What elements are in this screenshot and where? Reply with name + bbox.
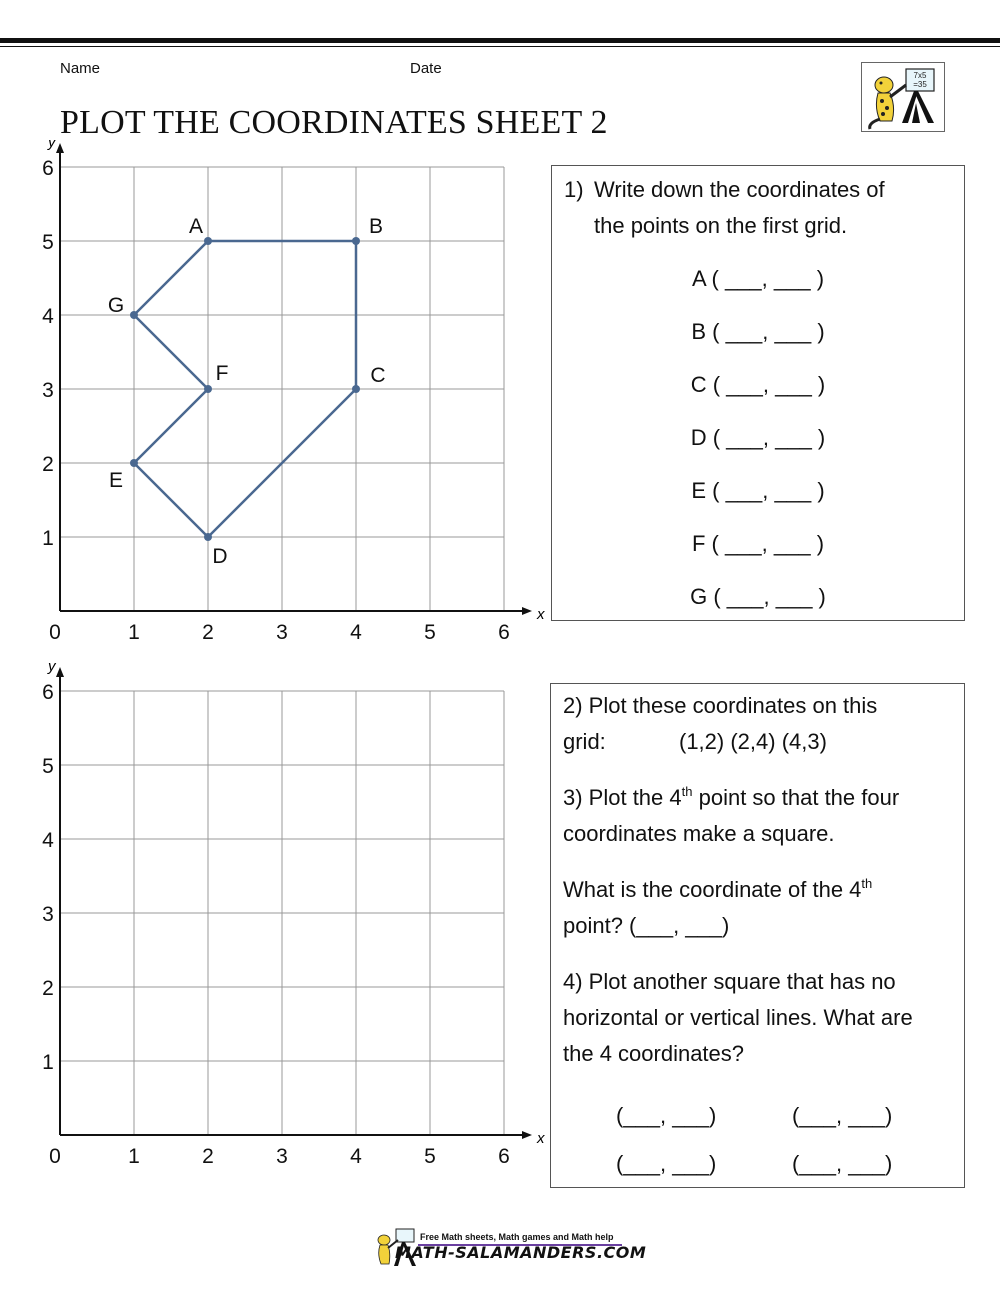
footer-brand[interactable]: MATH-SALAMANDERS.COM <box>395 1243 647 1262</box>
answer-line-f[interactable]: F ( ___, ___ ) <box>691 531 825 556</box>
y-tick-label: 1 <box>42 1051 54 1074</box>
question4-line3: the 4 coordinates? <box>563 1041 745 1066</box>
answer-line-b[interactable]: B ( ___, ___ ) <box>691 319 825 344</box>
point-label-b: B <box>368 215 384 238</box>
logo-board-text-1: 7x5 <box>913 71 927 80</box>
salamander-teacher-icon <box>862 63 944 131</box>
question2-line1: 2) Plot these coordinates on this <box>563 693 878 718</box>
point-g <box>130 311 138 319</box>
point-c <box>352 385 360 393</box>
y-tick-label: 6 <box>42 157 54 180</box>
grid1-svg <box>0 140 545 650</box>
grid1-tick-labels <box>42 157 510 644</box>
page-title: PLOT THE COORDINATES SHEET 2 <box>60 104 608 141</box>
grid2-y-axis-label: y <box>48 658 56 675</box>
x-tick-label: 6 <box>498 1145 510 1165</box>
question3-q-part1: What is the coordinate of the 4 <box>563 877 862 902</box>
question4-line2: horizontal or vertical lines. What are <box>563 1005 913 1030</box>
grid2-svg <box>0 655 545 1165</box>
grid1-x-axis-label: x <box>537 606 545 623</box>
y-tick-label: 5 <box>42 755 54 778</box>
answer-line-a[interactable]: A ( ___, ___ ) <box>691 266 825 291</box>
point-a <box>204 237 212 245</box>
question2-coords: (1,2) (2,4) (4,3) <box>679 729 827 754</box>
question3-part1: 3) Plot the 4 <box>563 785 682 810</box>
answer-line-e[interactable]: E ( ___, ___ ) <box>691 478 825 503</box>
x-tick-label: 2 <box>202 1145 214 1165</box>
point-label-f: F <box>215 362 229 385</box>
header-rule-thin <box>0 46 1000 47</box>
y-tick-label: 4 <box>42 305 54 328</box>
x-tick-label: 4 <box>350 621 362 644</box>
question2-grid-word: grid: <box>563 729 606 754</box>
question3-part2: point so that the four <box>692 785 900 810</box>
question3-q-sup: th <box>861 876 873 891</box>
question2 <box>563 688 958 760</box>
grid1-gridlines <box>60 167 504 611</box>
y-tick-label: 2 <box>42 453 54 476</box>
x-tick-label: 1 <box>128 1145 140 1165</box>
x-tick-label: 2 <box>202 621 214 644</box>
logo <box>861 62 945 132</box>
point-e <box>130 459 138 467</box>
point-label-a: A <box>188 215 204 238</box>
x-tick-label: 3 <box>276 621 288 644</box>
x-tick-label: 5 <box>424 1145 436 1165</box>
y-tick-label: 2 <box>42 977 54 1000</box>
question4-blank-4[interactable]: (___, ___) <box>792 1151 893 1176</box>
answer-line-d[interactable]: D ( ___, ___ ) <box>690 425 826 450</box>
x-tick-label: 3 <box>276 1145 288 1165</box>
point-d <box>204 533 212 541</box>
questions-2-4-box <box>550 683 965 1188</box>
answer-line-g[interactable]: G ( ___, ___ ) <box>690 584 826 609</box>
point-label-d: D <box>212 545 228 568</box>
grid1-axes <box>56 143 532 615</box>
point-label-c: C <box>370 364 386 387</box>
grid1-y-axis-label: y <box>48 140 56 151</box>
name-label: Name <box>60 60 101 77</box>
y-tick-label: 3 <box>42 903 54 926</box>
footer-tagline: Free Math sheets, Math games and Math help <box>420 1232 614 1242</box>
grid2-axes <box>56 667 532 1139</box>
question3-sup: th <box>681 784 693 799</box>
point-b <box>352 237 360 245</box>
x-axis-arrow <box>522 1131 532 1139</box>
question3-line2: coordinates make a square. <box>563 821 835 846</box>
grid2-x-axis-label: x <box>537 1130 545 1147</box>
point-f <box>204 385 212 393</box>
question4-blank-2[interactable]: (___, ___) <box>792 1103 893 1128</box>
x-tick-label: 1 <box>128 621 140 644</box>
x-tick-label: 0 <box>49 1145 61 1165</box>
question1-line2: the points on the first grid. <box>594 213 848 238</box>
grid1-shape <box>108 215 386 568</box>
logo-board-text-2: =35 <box>913 80 927 89</box>
y-tick-label: 4 <box>42 829 54 852</box>
answer-line-c[interactable]: C ( ___, ___ ) <box>690 372 826 397</box>
question3-followup <box>563 872 958 944</box>
x-tick-label: 4 <box>350 1145 362 1165</box>
point-label-e: E <box>108 469 124 492</box>
y-tick-label: 6 <box>42 681 54 704</box>
header-rule-thick <box>0 38 1000 43</box>
y-axis-arrow <box>56 667 64 677</box>
grid2-tick-labels <box>42 681 510 1165</box>
question1-line1: Write down the coordinates of <box>594 177 885 202</box>
point-label-g: G <box>107 294 125 317</box>
x-tick-label: 0 <box>49 621 61 644</box>
y-tick-label: 5 <box>42 231 54 254</box>
x-tick-label: 5 <box>424 621 436 644</box>
y-tick-label: 3 <box>42 379 54 402</box>
x-tick-label: 6 <box>498 621 510 644</box>
question4-blank-3[interactable]: (___, ___) <box>616 1151 717 1176</box>
y-axis-arrow <box>56 143 64 153</box>
question3-q-line2[interactable]: point? (___, ___) <box>563 913 730 938</box>
question1-number: 1) <box>564 177 584 202</box>
y-tick-label: 1 <box>42 527 54 550</box>
question4 <box>563 964 958 1072</box>
question1-box <box>551 165 965 621</box>
grid2-gridlines <box>60 691 504 1135</box>
date-label: Date <box>410 60 442 77</box>
x-axis-arrow <box>522 607 532 615</box>
question4-line1: 4) Plot another square that has no <box>563 969 896 994</box>
question3 <box>563 780 958 852</box>
question4-blank-1[interactable]: (___, ___) <box>616 1103 717 1128</box>
